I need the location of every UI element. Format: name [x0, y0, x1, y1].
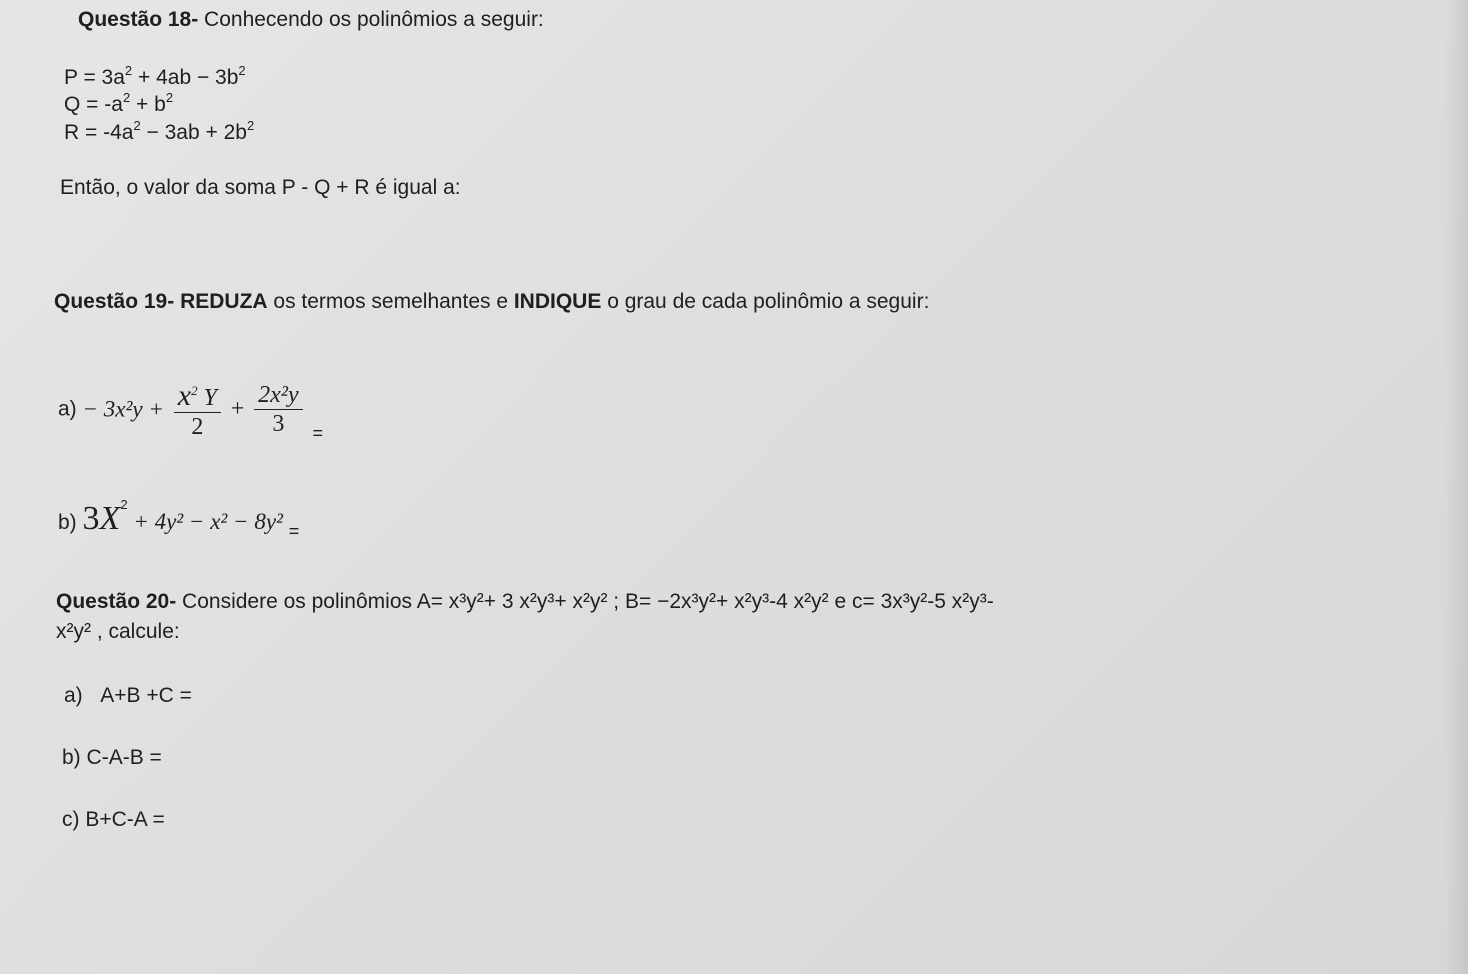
q19-heading: Questão 19- [54, 290, 175, 313]
q20-line-2 [56, 620, 180, 644]
q20-text-start: Considere os polinômios [176, 590, 417, 613]
q19-a-term1: − 3x²y + [82, 396, 164, 422]
q20-A-def: A= x³y²+ 3 x²y³+ x²y² [416, 590, 608, 613]
page-edge-shadow [1444, 0, 1468, 974]
q18-polynomial-r [64, 119, 254, 145]
q19-a-frac1-denominator: 2 [191, 414, 204, 440]
q19-a-equals: = [312, 423, 324, 444]
q19-a-frac2-numerator: 2x²y [254, 381, 303, 410]
q20-item-a [64, 684, 192, 708]
frac1-y: Y [197, 385, 217, 411]
q20-b-expr: C-A-B = [86, 746, 162, 769]
q20-calcule: , calcule: [91, 620, 180, 643]
q18-intro: Conhecendo os polinômios a seguir: [198, 8, 544, 31]
frac1-x: x [177, 379, 192, 412]
q-exp2: 2 [165, 90, 174, 105]
q19-item-a [58, 378, 323, 444]
q18-heading-line [78, 8, 544, 32]
q19-b-X: X [99, 500, 121, 537]
q18-polynomial-p [64, 64, 246, 90]
q18-heading: Questão 18- [78, 8, 199, 31]
q-part1: Q = -a [64, 93, 123, 116]
p-part2: + 4ab − 3b [132, 66, 239, 89]
q20-line-1 [56, 590, 994, 614]
q-exp1: 2 [122, 90, 131, 105]
q19-a-label: a) [58, 397, 77, 421]
q19-indique: INDIQUE [513, 290, 602, 313]
q20-c-expr: B+C-A = [85, 808, 165, 831]
r-part2: − 3ab + 2b [140, 121, 247, 144]
q20-c-label: c) [62, 808, 80, 831]
q19-b-equals: = [288, 521, 300, 541]
q19-a-fraction-1 [174, 378, 221, 441]
q19-b-rest: + 4y² − x² − 8y² [127, 509, 283, 534]
q19-a-fraction-2 [254, 381, 303, 438]
q20-C-cont: x²y² [56, 620, 91, 643]
q20-e: e [828, 590, 852, 613]
p-part1: P = 3a [64, 66, 125, 89]
r-exp1: 2 [133, 118, 141, 133]
q20-item-c [62, 808, 165, 832]
q19-a-plus: + [230, 396, 245, 422]
q19-a-frac2-denominator: 3 [272, 411, 285, 437]
q20-a-expr: A+B +C = [100, 684, 192, 707]
q20-C-def: c= 3x³y²-5 x²y³- [851, 590, 994, 613]
q19-b-label: b) [58, 511, 77, 534]
q19-b-three: 3 [82, 500, 100, 537]
q20-sep: ; [607, 590, 625, 613]
q19-a-frac1-numerator [174, 378, 221, 413]
frac1-exp: 2 [191, 383, 198, 398]
q19-text-end: o grau de cada polinômio a seguir: [601, 290, 930, 313]
q20-a-label: a) [64, 684, 83, 707]
r-part1: R = -4a [64, 121, 134, 144]
q19-reduza: REDUZA [180, 290, 268, 313]
q20-heading: Questão 20- [56, 590, 177, 613]
q18-polynomial-q [64, 91, 173, 117]
q19-text-mid: os termos semelhantes e [267, 290, 514, 313]
q-part2: + b [130, 93, 166, 116]
q20-B-def: B= −2x³y²+ x²y³-4 x²y² [624, 590, 829, 613]
r-exp2: 2 [246, 118, 255, 133]
q19-heading-line [54, 290, 929, 314]
q20-item-b [62, 746, 162, 770]
p-exp2: 2 [238, 63, 246, 78]
q19-b-exp: 2 [120, 497, 128, 512]
p-exp1: 2 [124, 63, 133, 78]
q20-b-label: b) [62, 746, 81, 769]
q19-item-b [58, 497, 300, 542]
q18-question: Então, o valor da soma P - Q + R é igual a: [60, 176, 461, 199]
